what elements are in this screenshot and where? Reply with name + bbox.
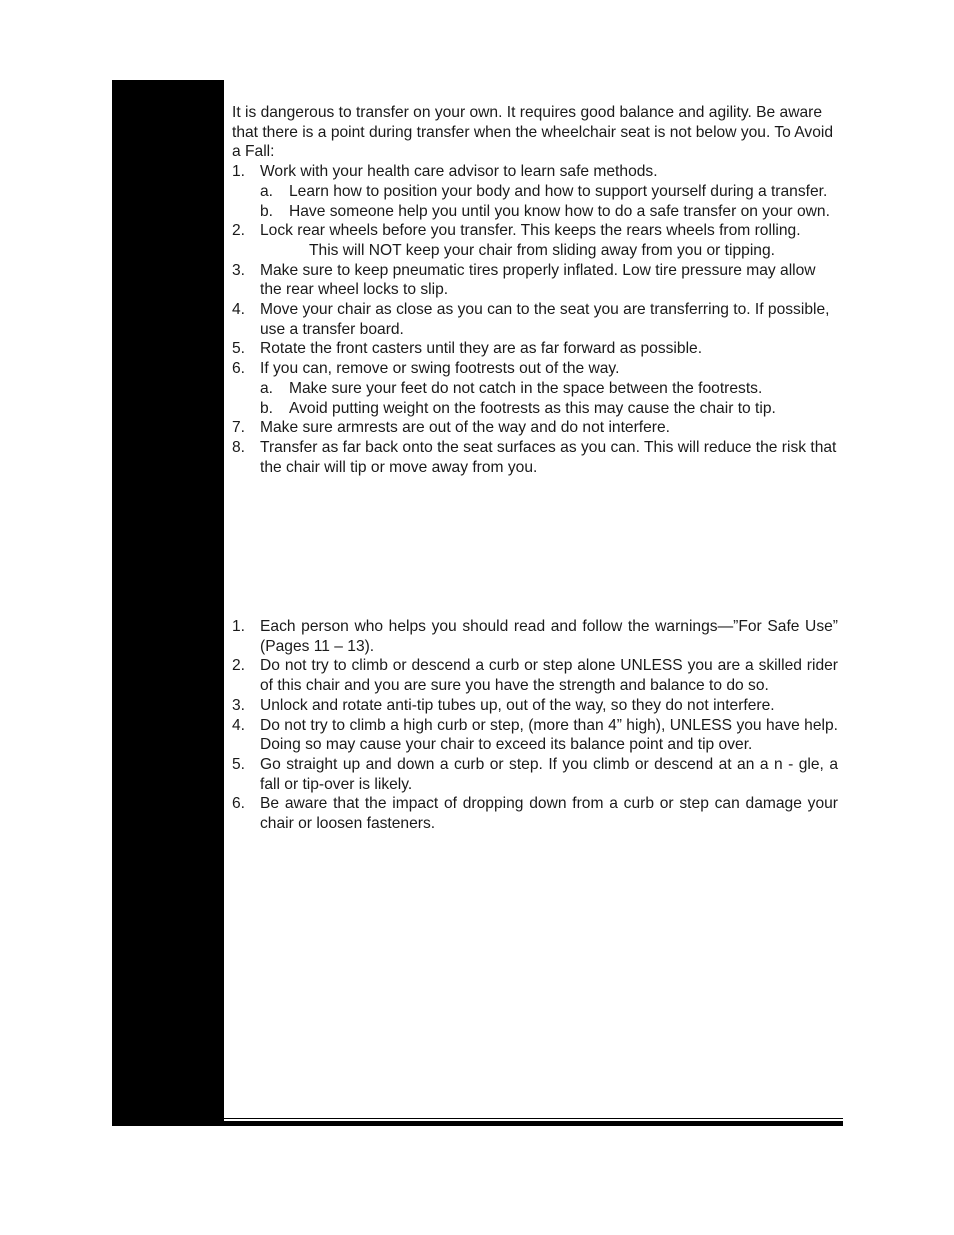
- item-text: Transfer as far back onto the seat surfaces as you can. This will reduce the risk that the chair will tip or move away from you.: [260, 438, 837, 476]
- side-black-bar: [112, 80, 224, 1126]
- item-text: Do not try to climb or descend a curb or step alone UNLESS you are a skilled rider of this chair and you are sure you have the strength and balance to do so.: [260, 657, 838, 695]
- list-item: [232, 339, 838, 359]
- item-text: Each person who helps you should read and follow the warnings—”For Safe Use” (Pages 11 – 13).: [260, 618, 838, 655]
- item-text: Unlock and rotate anti-tip tubes up, out of the way, so they do not interfere.: [260, 696, 775, 714]
- item-number: 2.: [232, 222, 246, 240]
- sub-item-text: Learn how to position your body and how to support yourself during a transfer.: [289, 182, 828, 200]
- list-item: [232, 755, 838, 794]
- curb-steps-list: [232, 617, 838, 834]
- transfer-intro: It is dangerous to transfer on your own. It requires good balance and agility. Be aware that there is a point during transfer when the wheelchair seat is not below you. To Avoid a Fall:: [232, 104, 834, 161]
- item-number: 7.: [232, 419, 246, 437]
- item-text: Do not try to climb a high curb or step, (more than 4” high), UNLESS you have help. Doing so may cause your chair to exceed its balance point and tip over.: [260, 716, 838, 754]
- sub-list: [260, 182, 838, 221]
- sub-item-text: Have someone help you until you know how to do a safe transfer on your own.: [289, 202, 830, 220]
- item-text: Make sure to keep pneumatic tires properly inflated. Low tire pressure may allow the rear wheel locks to slip.: [260, 261, 816, 299]
- item-number: 3.: [232, 696, 246, 714]
- list-item: [232, 794, 838, 833]
- list-item: [232, 656, 838, 695]
- sub-item-letter: b.: [260, 399, 274, 417]
- list-item: [232, 438, 838, 477]
- item-number: 6.: [232, 360, 246, 378]
- item-text: Rotate the front casters until they are as far forward as possible.: [260, 340, 703, 358]
- list-item: [232, 617, 838, 656]
- sub-list-item: [260, 399, 838, 419]
- item-number: 6.: [232, 795, 246, 813]
- item-number: 5.: [232, 755, 246, 773]
- item-text: Lock rear wheels before you transfer. This keeps the rears wheels from rolling.: [260, 222, 801, 240]
- sub-list-item: [260, 202, 838, 222]
- list-item: [232, 696, 838, 716]
- transfer-steps-list: [232, 162, 838, 477]
- item-number: 3.: [232, 261, 246, 279]
- footer-rule-thin: [112, 1118, 843, 1119]
- sub-item-letter: a.: [260, 182, 274, 200]
- sub-list-item: [260, 379, 838, 399]
- item-text: Move your chair as close as you can to the seat you are transferring to. If possible, use a transfer board.: [260, 301, 830, 338]
- item-text: Be aware that the impact of dropping down from a curb or step can damage your chair or loosen fasteners.: [260, 795, 838, 833]
- list-item: [232, 261, 838, 300]
- item-text: Go straight up and down a curb or step. If you climb or descend at an a n - gle, a fall or tip-over is likely.: [260, 755, 838, 793]
- item-number: 1.: [232, 163, 246, 181]
- list-item: [232, 300, 838, 339]
- list-item: [232, 418, 838, 438]
- list-item: [232, 162, 838, 221]
- transfer-section: [232, 103, 838, 477]
- sub-list-item: [260, 182, 838, 202]
- list-item: [232, 359, 838, 418]
- item-number: 8.: [232, 438, 246, 456]
- sub-item-letter: b.: [260, 202, 274, 220]
- item-number: 4.: [232, 716, 246, 734]
- list-item: [232, 716, 838, 755]
- sub-item-text: Avoid putting weight on the footrests as this may cause the chair to tip.: [289, 399, 776, 417]
- item-text: Work with your health care advisor to learn safe methods.: [260, 163, 658, 181]
- item-number: 4.: [232, 301, 246, 319]
- item-number: 2.: [232, 657, 246, 675]
- warning-note: This will NOT keep your chair from sliding away from you or tipping.: [309, 241, 775, 259]
- item-number: 1.: [232, 618, 246, 635]
- list-item: [232, 221, 838, 260]
- sub-item-text: Make sure your feet do not catch in the space between the footrests.: [289, 379, 763, 397]
- item-number: 5.: [232, 340, 246, 358]
- item-text: If you can, remove or swing footrests out of the way.: [260, 360, 620, 378]
- item-text: Make sure armrests are out of the way and do not interfere.: [260, 419, 670, 437]
- curb-section: [232, 617, 838, 834]
- sub-list: [260, 379, 838, 418]
- footer-rule-thick: [112, 1121, 843, 1126]
- sub-item-letter: a.: [260, 379, 274, 397]
